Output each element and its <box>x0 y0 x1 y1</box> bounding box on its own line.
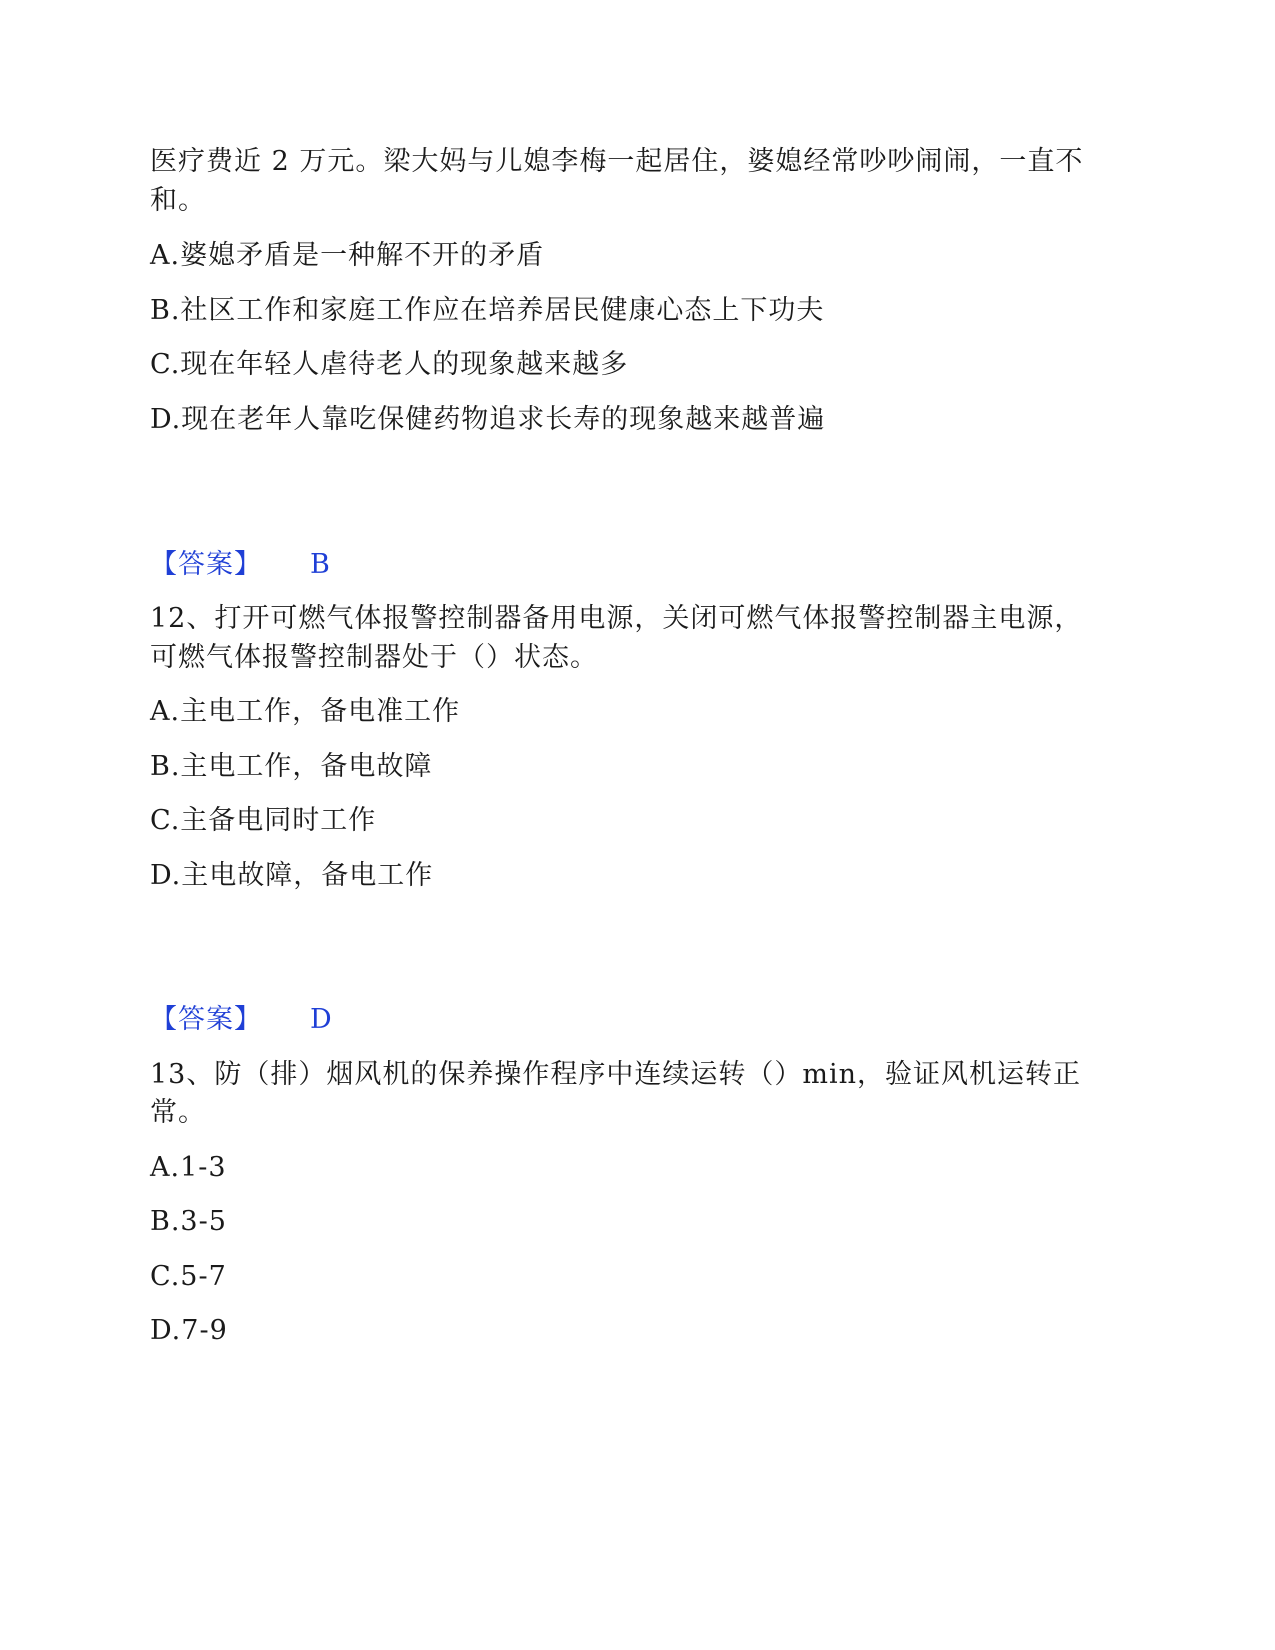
q11-stem-line-1: 医疗费近 2 万元。梁大妈与儿媳李梅一起居住，婆媳经常吵吵闹闹，一直不 <box>150 146 1084 177</box>
q11-answer-value: B <box>310 549 330 580</box>
q13-option-c: C.5-7 <box>150 1261 227 1292</box>
q12-option-b: B.主电工作，备电故障 <box>150 751 433 782</box>
q11-stem-line-2: 和。 <box>150 185 206 216</box>
q11-answer <box>150 545 330 585</box>
q11-option-c: C.现在年轻人虐待老人的现象越来越多 <box>150 349 629 380</box>
q11-answer-tag: 【答案】 <box>150 549 262 580</box>
q12-option-d: D.主电故障，备电工作 <box>150 860 434 891</box>
q13-stem-line-2: 常。 <box>150 1097 206 1128</box>
q12-option-a: A.主电工作，备电准工作 <box>150 696 461 727</box>
q11-option-a: A.婆媳矛盾是一种解不开的矛盾 <box>150 240 545 271</box>
q12-stem-line-1: 12、打开可燃气体报警控制器备用电源，关闭可燃气体报警控制器主电源， <box>150 603 1083 634</box>
q12-answer-value: D <box>310 1004 332 1035</box>
q13-option-d: D.7-9 <box>150 1315 228 1346</box>
q12-answer <box>150 1000 332 1040</box>
q12-stem-line-2: 可燃气体报警控制器处于（）状态。 <box>150 642 598 673</box>
q12-answer-tag: 【答案】 <box>150 1004 262 1035</box>
q13-option-b: B.3-5 <box>150 1206 227 1237</box>
q11-option-b: B.社区工作和家庭工作应在培养居民健康心态上下功夫 <box>150 295 825 326</box>
q12-option-c: C.主备电同时工作 <box>150 805 377 836</box>
q13-stem-line-1: 13、防（排）烟风机的保养操作程序中连续运转（）min，验证风机运转正 <box>150 1059 1081 1090</box>
q11-option-d: D.现在老年人靠吃保健药物追求长寿的现象越来越普遍 <box>150 404 826 435</box>
q13-option-a: A.1-3 <box>150 1152 227 1183</box>
